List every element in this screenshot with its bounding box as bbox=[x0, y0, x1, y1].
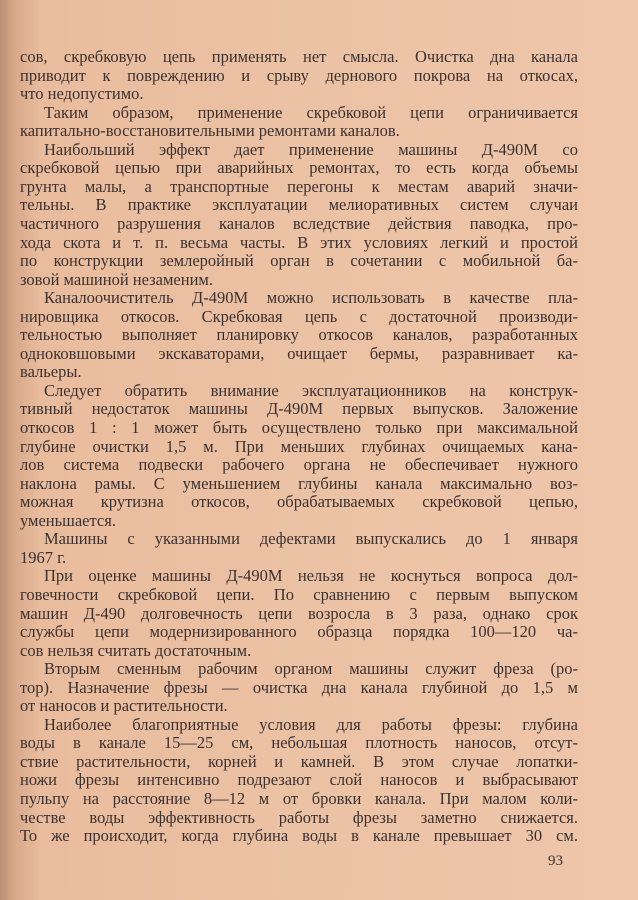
text-line: тельностью выполняет планировку откосов каналов, разработанных bbox=[20, 325, 578, 345]
text-line: скребковой цепью при аварийных ремонтах, то есть когда объемы bbox=[20, 158, 578, 178]
text-line: ствие растительности, корней и камней. В этом случае лопатки- bbox=[20, 751, 578, 771]
text-line: тор). Назначение фрезы — очистка дна канала глубиной до 1,5 м bbox=[20, 677, 578, 697]
text-line: говечности скребковой цепи. По сравнению с первым выпуском bbox=[20, 584, 578, 604]
text-line: ножи фрезы интенсивно подрезают слой наносов и выбрасывают bbox=[20, 770, 578, 790]
text-line: Следует обратить внимание эксплуатационников на конструк- bbox=[44, 380, 578, 400]
text-line: лов система подвески рабочего органа не обеспечивает нужного bbox=[20, 455, 578, 475]
text-line: Наиболее благоприятные условия для работы фрезы: глубина bbox=[44, 714, 578, 734]
text-line: хода скота и т. п. весьма часты. В этих условиях легкий и простой bbox=[20, 232, 578, 252]
text-line: нировщика откосов. Скребковая цепь с достаточной производи- bbox=[20, 306, 578, 326]
text-line: откосов 1 : 1 может быть осуществлено только при максимальной bbox=[20, 418, 578, 437]
text-line: Таким образом, применение скребковой цепи ограничивается bbox=[44, 102, 578, 122]
text-line: частичного разрушения каналов вследствие действия паводка, про- bbox=[20, 213, 578, 233]
text-line: по конструкции землеройный орган в сочетании с мобильной ба- bbox=[20, 251, 578, 271]
text-line: вальеры. bbox=[20, 362, 82, 382]
text-line: воды в канале 15—25 см, небольшая плотность наносов, отсут- bbox=[20, 733, 578, 753]
text-line: честве воды эффективность работы фрезы заметно снижается. bbox=[20, 807, 578, 827]
page-number: 93 bbox=[548, 853, 563, 869]
text-line: сов, скребковую цепь применять нет смысла. Очистка дна канала bbox=[20, 47, 578, 66]
text-line: приводит к повреждению и срыву дернового покрова на откосах, bbox=[20, 65, 578, 85]
text-line: машин Д-490 долговечность цепи возросла в 3 раза, однако срок bbox=[20, 603, 578, 623]
text-line: что недопустимо. bbox=[20, 84, 144, 104]
text-line: от наносов и растительности. bbox=[20, 696, 228, 716]
text-line: Каналоочиститель Д-490М можно использовать в качестве пла- bbox=[44, 288, 578, 308]
text-line: Наибольший эффект дает применение машины Д-490М со bbox=[44, 139, 578, 159]
text-line: службы цепи модернизированного образца порядка 100—120 ча- bbox=[20, 622, 578, 642]
text-line: грунта малы, а транспортные перегоны к местам аварий значи- bbox=[20, 176, 578, 196]
text-line: При оценке машины Д-490М нельзя не коснуться вопроса дол- bbox=[44, 566, 578, 586]
text-line: капитально-восстановительными ремонтами каналов. bbox=[20, 121, 400, 141]
text-line: тельны. В практике эксплуатации мелиоративных систем случаи bbox=[20, 195, 578, 215]
text-line: То же происходит, когда глубина воды в канале превышает 30 см. bbox=[20, 826, 578, 846]
text-line: глубине очистки 1,5 м. При меньших глубинах очищаемых кана- bbox=[20, 436, 578, 456]
text-line: уменьшается. bbox=[20, 510, 116, 530]
text-line: пульпу на расстояние 8—12 м от бровки канала. При малом коли- bbox=[20, 789, 578, 808]
text-line: одноковшовыми экскаваторами, очищает бермы, разравнивает ка- bbox=[20, 343, 578, 363]
text-line: 1967 г. bbox=[20, 547, 67, 567]
text-line: можная крутизна откосов, обрабатываемых скребковой цепью, bbox=[20, 492, 578, 512]
text-line: сов нельзя считать достаточным. bbox=[20, 640, 252, 660]
text-line: зовой машиной незаменим. bbox=[20, 269, 213, 289]
text-line: наклона рамы. С уменьшением глубины канала максимально воз- bbox=[20, 473, 578, 493]
text-line: тивный недостаток машины Д-490М первых выпусков. Заложение bbox=[20, 399, 578, 419]
text-line: Вторым сменным рабочим органом машины служит фреза (ро- bbox=[44, 659, 578, 679]
text-line: Машины с указанными дефектами выпускались до 1 января bbox=[44, 529, 578, 549]
